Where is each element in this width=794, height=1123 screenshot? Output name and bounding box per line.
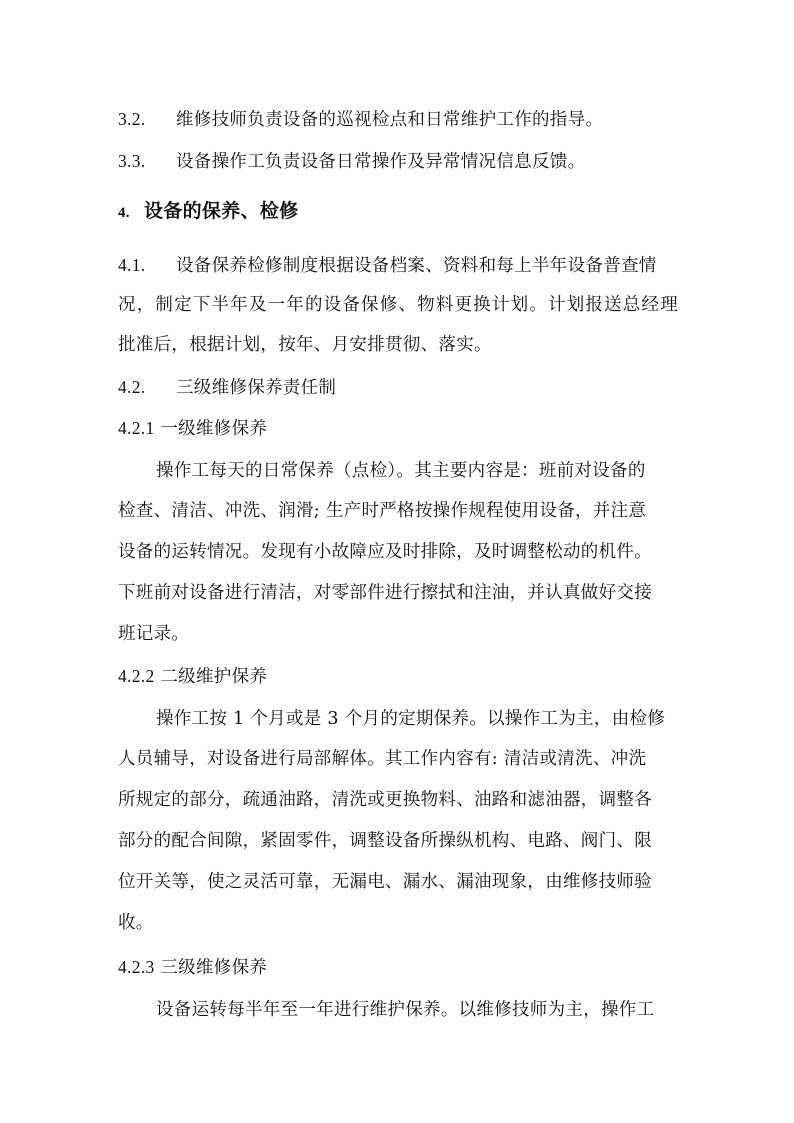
section-number: 4. bbox=[118, 205, 130, 221]
item-4-2 bbox=[118, 375, 678, 400]
section-title: 设备的保养、检修 bbox=[144, 200, 299, 222]
item-4-2-1-title bbox=[118, 416, 678, 441]
section-4-heading bbox=[118, 199, 678, 225]
item-4-2-2-title bbox=[118, 664, 678, 689]
item-4-2-2-line-4: 部分的配合间隙，紧固零件，调整设备所操纵机构、电路、阀门、限 bbox=[118, 831, 652, 851]
item-title: 二级维护保养 bbox=[160, 667, 268, 687]
item-4-1-line-1 bbox=[118, 253, 678, 278]
item-4-2-1-line-1: 操作工每天的日常保养（点检）。其主要内容是：班前对设备的 bbox=[156, 461, 646, 481]
item-3-3 bbox=[118, 149, 678, 174]
item-title: 三级维修保养 bbox=[160, 958, 268, 978]
item-4-2-2-line-6: 收。 bbox=[118, 913, 154, 933]
item-4-2-1-line-4: 下班前对设备进行清洁，对零部件进行擦拭和注油，并认真做好交接 bbox=[118, 583, 652, 603]
item-4-1-line-3: 批准后，根据计划，按年、月安排贯彻、落实。 bbox=[118, 335, 492, 355]
item-number: 4.2.2 bbox=[118, 666, 155, 686]
item-4-2-2-line-3: 所规定的部分，疏通油路，清洗或更换物料、油路和滤油器，调整各 bbox=[118, 790, 652, 810]
item-number: 3.2. bbox=[118, 109, 146, 129]
item-3-2 bbox=[118, 107, 678, 132]
item-4-2-1-line-3: 设备的运转情况。发现有小故障应及时排除，及时调整松动的机件。 bbox=[118, 542, 652, 562]
item-4-2-1-line-5: 班记录。 bbox=[118, 624, 190, 644]
item-text: 设备操作工负责设备日常操作及异常情况信息反馈。 bbox=[176, 152, 586, 172]
item-text: 三级维修保养责任制 bbox=[176, 378, 337, 398]
item-title: 一级维修保养 bbox=[160, 419, 268, 439]
item-4-2-2-line-1: 操作工按 1 个月或是 3 个月的定期保养。以操作工为主，由检修 bbox=[156, 709, 666, 729]
item-number: 3.3. bbox=[118, 151, 146, 171]
item-text: 维修技师负责设备的巡视检点和日常维护工作的指导。 bbox=[176, 110, 604, 130]
item-4-2-3-title bbox=[118, 955, 678, 980]
item-4-2-3-line-1: 设备运转每半年至一年进行维护保养。以维修技师为主，操作工 bbox=[156, 1000, 655, 1020]
item-number: 4.1. bbox=[118, 255, 146, 275]
item-4-2-2-line-5: 位开关等，使之灵活可靠，无漏电、漏水、漏油现象，由维修技师验 bbox=[118, 872, 652, 892]
item-4-1-line-2: 况，制定下半年及一年的设备保修、物料更换计划。计划报送总经理 bbox=[118, 295, 678, 315]
item-4-2-2-line-2: 人员辅导，对设备进行局部解体。其工作内容有: 清洁或清洗、冲洗 bbox=[118, 749, 647, 769]
paragraph-line: 设备保养检修制度根据设备档案、资料和每上半年设备普查情 bbox=[176, 256, 657, 276]
item-4-2-1-line-2: 检查、清洁、冲洗、润滑; 生产时严格按操作规程使用设备，并注意 bbox=[118, 501, 647, 521]
item-number: 4.2.3 bbox=[118, 957, 155, 977]
item-number: 4.2.1 bbox=[118, 418, 155, 438]
item-number: 4.2. bbox=[118, 377, 146, 397]
